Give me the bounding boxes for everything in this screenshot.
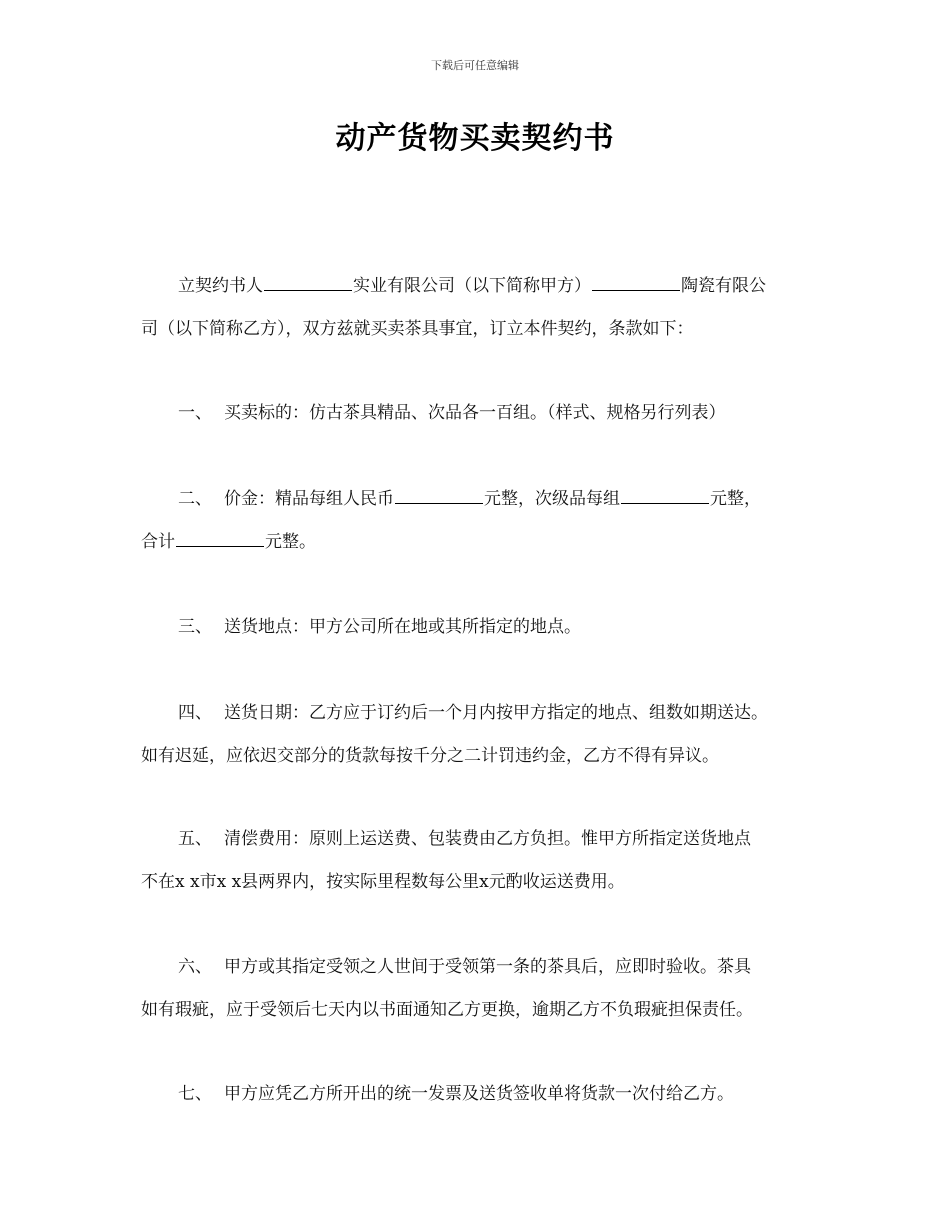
clause-number: 二、 [178,489,212,509]
preamble-paragraph [141,265,813,351]
clause-5 [141,818,813,904]
clause-text: 甲方或其指定受领之人世间于受领第一条的茶具后，应即时验收。茶具 [224,957,751,977]
clause-1 [141,392,813,435]
clause-number: 七、 [178,1084,212,1104]
preamble-text: 陶瓷有限公 [681,276,766,296]
header-note: 下载后可任意编辑 [431,59,519,72]
preamble-line-1 [141,265,813,308]
blank-premium-price [395,485,483,504]
clause-7 [141,1073,813,1116]
clause-number: 四、 [178,703,212,723]
clause-number: 一、 [178,403,212,423]
clause-2 [141,478,813,564]
clause-text: 合计 [141,532,175,552]
clause-3 [141,606,813,649]
clause-text: 送货日期：乙方应于订约后一个月内按甲方指定的地点、组数如期送达。 [224,703,768,723]
clause-text: 如有瑕疵，应于受领后七天内以书面通知乙方更换，逾期乙方不负瑕疵担保责任。 [141,1000,753,1020]
clause-text: 清偿费用：原则上运送费、包装费由乙方负担。惟甲方所指定送货地点 [224,829,751,849]
clause-text: 如有迟延，应依迟交部分的货款每按千分之二计罚违约金，乙方不得有异议。 [141,746,719,766]
blank-total-price [176,528,264,547]
clause-text: 不在x x市x x县两界内，按实际里程数每公里x元酌收运送费用。 [141,872,625,892]
preamble-text: 实业有限公司（以下简称甲方） [353,276,591,296]
blank-secondary-price [621,485,709,504]
clause-text: 送货地点：甲方公司所在地或其所指定的地点。 [224,617,581,637]
clause-text: 甲方应凭乙方所开出的统一发票及送货签收单将货款一次付给乙方。 [224,1084,734,1104]
preamble-text: 立契约书人 [178,276,263,296]
clause-number: 三、 [178,617,212,637]
clause-text: 元整，次级品每组 [484,489,620,509]
document-title: 动产货物买卖契约书 [335,121,615,156]
clause-4 [141,692,813,778]
clause-text: 元整， [710,489,761,509]
clause-6 [141,946,813,1032]
preamble-line-2: 司（以下简称乙方），双方兹就买卖茶具事宜，订立本件契约，条款如下： [141,319,694,339]
blank-party-a [264,272,352,291]
blank-party-b [592,272,680,291]
clause-text: 价金：精品每组人民币 [224,489,394,509]
clause-number: 六、 [178,957,212,977]
clause-number: 五、 [178,829,212,849]
clause-text: 买卖标的：仿古茶具精品、次品各一百组。（样式、规格另行列表） [224,403,726,423]
clause-text: 元整。 [265,532,316,552]
